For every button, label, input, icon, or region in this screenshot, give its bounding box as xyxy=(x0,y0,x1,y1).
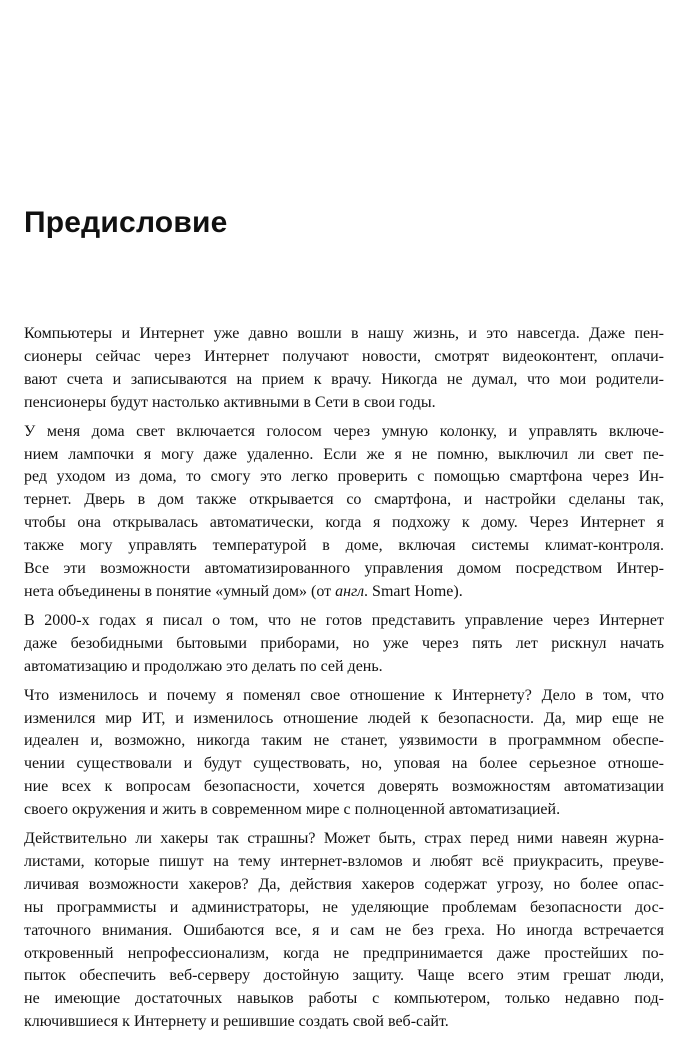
text-line: ключившиеся к Интернету и решившие создать свой веб-сайт. xyxy=(24,1013,449,1031)
text-line: откровенный непрофессионализм, когда не предпринимается даже простейших по- xyxy=(24,944,664,962)
text-line: листами, которые пишут на тему интернет-взломов и любят всё приукрасить, преуве- xyxy=(24,852,664,870)
text-line: чтобы она открывалась автоматически, когда я подхожу к дому. Через Интернет я xyxy=(24,514,664,532)
body-text xyxy=(24,323,664,1040)
text-line: чении существовали и будут существовать, но, уповая на более серьезное отноше- xyxy=(24,755,664,773)
text-line: В 2000-х годах я писал о том, что не готов представить управление через Интернет xyxy=(24,611,664,629)
text-line: Действительно ли хакеры так страшны? Может быть, страх перед ними навеян журна- xyxy=(24,830,664,848)
text-line: идеален и, возможно, никогда таким не станет, уязвимости в программном обеспе- xyxy=(24,732,664,750)
text-line: Все эти возможности автоматизированного управления домом посредством Интер- xyxy=(24,560,664,578)
text-line: своего окружения и жить в современном мире с полноценной автоматизацией. xyxy=(24,801,561,819)
text-fragment: . Smart Home). xyxy=(364,582,463,600)
text-line: сионеры сейчас через Интернет получают новости, смотрят видеоконтент, оплачи- xyxy=(24,347,664,365)
text-line: ние всех к вопросам безопасности, хочется доверять возможностям автоматизации xyxy=(24,778,664,796)
text-line: изменился мир ИТ, и изменилось отношение людей к безопасности. Да, мир еще не xyxy=(24,709,664,727)
text-line: ны программисты и администраторы, не уделяющие проблемам безопасности дос- xyxy=(24,898,664,916)
text-line: не имеющие достаточных навыков работы с компьютером, только недавно под- xyxy=(24,990,664,1008)
paragraph xyxy=(24,828,664,1034)
text-line: также могу управлять температурой в доме, включая системы климат-контроля. xyxy=(24,537,664,555)
text-line: вают счета и записываются на прием к врачу. Никогда не думал, что мои родители- xyxy=(24,370,664,388)
chapter-title: Предисловие xyxy=(24,206,228,239)
text-line: У меня дома свет включается голосом через умную колонку, и управлять включе- xyxy=(24,422,664,440)
paragraph xyxy=(24,323,664,415)
text-line: Компьютеры и Интернет уже давно вошли в нашу жизнь, и это навсегда. Даже пен- xyxy=(24,325,664,342)
text-fragment: нета объединены в понятие «умный дом» (от xyxy=(24,582,336,600)
text-line: ред уходом из дома, то смогу это легко проверить с помощью смартфона через Ин- xyxy=(24,468,664,486)
paragraph xyxy=(24,685,664,822)
text-line: автоматизацию и продолжаю это делать по сей день. xyxy=(24,657,383,675)
italic-abbreviation: англ xyxy=(335,582,365,600)
paragraph xyxy=(24,421,664,604)
paragraph xyxy=(24,610,664,679)
text-line: Что изменилось и почему я поменял свое отношение к Интернету? Дело в том, что xyxy=(24,686,664,704)
text-line: тернет. Дверь в дом также открывается со смартфона, и настройки сделаны так, xyxy=(24,491,664,509)
text-line: пенсионеры будут настолько активными в Сети в свои годы. xyxy=(24,393,436,411)
text-line: пыток обеспечить веб-серверу достойную защиту. Чаще всего этим грешат люди, xyxy=(24,967,664,985)
text-line: нием лампочки я могу даже удаленно. Если же я не помню, выключил ли свет пе- xyxy=(24,445,664,463)
text-line xyxy=(24,581,664,604)
text-line: личивая возможности хакеров? Да, действия хакеров содержат угрозу, но более опас- xyxy=(24,875,664,893)
text-line: даже безобидными бытовыми приборами, но уже через пять лет рискнул начать xyxy=(24,634,664,652)
text-line: таточного внимания. Ошибаются все, я и сам не без греха. Но иногда встречается xyxy=(24,921,664,939)
